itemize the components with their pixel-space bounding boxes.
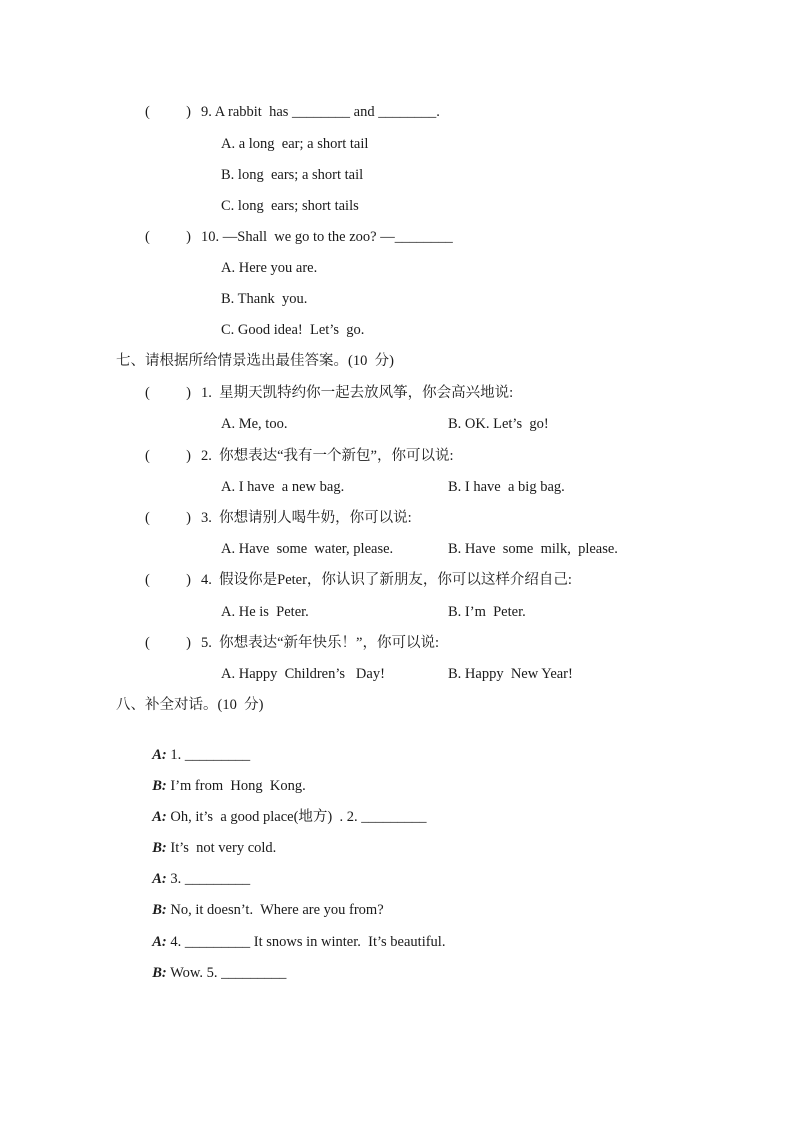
q9-option-a: A. a long ear; a short tail xyxy=(221,136,369,152)
p7-q4-option-b: B. I’m Peter. xyxy=(448,604,526,620)
dialogue-text: 1. _________ xyxy=(166,747,251,763)
speaker-label: B: xyxy=(152,778,167,794)
p7-q3-stem: 3. 你想请别人喝牛奶，你可以说: xyxy=(201,510,412,526)
dialogue-line xyxy=(145,883,384,919)
p7-q3-option-b: B. Have some milk, please. xyxy=(448,541,618,557)
speaker-label: B: xyxy=(152,902,167,918)
dialogue-text: I’m from Hong Kong. xyxy=(166,778,306,794)
p7-q1-option-a: A. Me, too. xyxy=(221,416,288,432)
p7-q4-option-a: A. He is Peter. xyxy=(221,604,309,620)
section-7-heading: 七、请根据所给情景选出最佳答案。(10 分) xyxy=(116,353,394,369)
answer-blank-p7-q1[interactable]: ( ) xyxy=(145,385,191,401)
dialogue-text: 3. _________ xyxy=(166,871,251,887)
speaker-label: B: xyxy=(152,965,167,981)
question-9-stem: 9. A rabbit has ________ and ________. xyxy=(201,104,440,120)
p7-q3-option-a: A. Have some water, please. xyxy=(221,541,394,557)
q10-option-b: B. Thank you. xyxy=(221,291,308,307)
p7-q5-stem: 5. 你想表达“新年快乐！”，你可以说: xyxy=(201,635,440,651)
answer-blank-p7-q3[interactable]: ( ) xyxy=(145,510,191,526)
dialogue-text: 4. _________ It snows in winter. It’s beautiful. xyxy=(166,934,446,950)
p7-q2-option-b: B. I have a big bag. xyxy=(448,479,565,495)
q10-option-a: A. Here you are. xyxy=(221,260,318,276)
p7-q2-stem: 2. 你想表达“我有一个新包”，你可以说: xyxy=(201,448,454,464)
dialogue-text: It’s not very cold. xyxy=(166,840,277,856)
speaker-label: A: xyxy=(152,809,167,825)
p7-q4-stem: 4. 假设你是Peter，你认识了新朋友，你可以这样介绍自己: xyxy=(201,572,572,588)
p7-q1-stem: 1. 星期天凯特约你一起去放风筝，你会高兴地说: xyxy=(201,385,514,401)
question-10-stem: 10. —Shall we go to the zoo? —________ xyxy=(201,229,453,245)
q10-option-c: C. Good idea! Let’s go. xyxy=(221,322,365,338)
q9-option-b: B. long ears; a short tail xyxy=(221,167,364,183)
dialogue-text: Wow. 5. _________ xyxy=(166,965,287,981)
speaker-label: B: xyxy=(152,840,167,856)
p7-q2-option-a: A. I have a new bag. xyxy=(221,479,345,495)
p7-q5-option-b: B. Happy New Year! xyxy=(448,666,573,682)
dialogue-text: No, it doesn’t. Where are you from? xyxy=(166,902,384,918)
p7-q5-option-a: A. Happy Children’s Day! xyxy=(221,666,385,682)
section-8-heading: 八、补全对话。(10 分) xyxy=(116,697,264,713)
speaker-label: A: xyxy=(152,747,167,763)
q9-option-c: C. long ears; short tails xyxy=(221,198,359,214)
answer-blank-p7-q4[interactable]: ( ) xyxy=(145,572,191,588)
answer-blank-p7-q2[interactable]: ( ) xyxy=(145,448,191,464)
answer-blank-q9[interactable]: ( ) xyxy=(145,104,191,120)
speaker-label: A: xyxy=(152,934,167,950)
dialogue-text: Oh, it’s a good place(地方) . 2. _________ xyxy=(166,809,427,825)
answer-blank-p7-q5[interactable]: ( ) xyxy=(145,635,191,651)
answer-blank-q10[interactable]: ( ) xyxy=(145,229,191,245)
p7-q1-option-b: B. OK. Let’s go! xyxy=(448,416,549,432)
dialogue-line[interactable] xyxy=(145,946,286,982)
speaker-label: A: xyxy=(152,871,167,887)
